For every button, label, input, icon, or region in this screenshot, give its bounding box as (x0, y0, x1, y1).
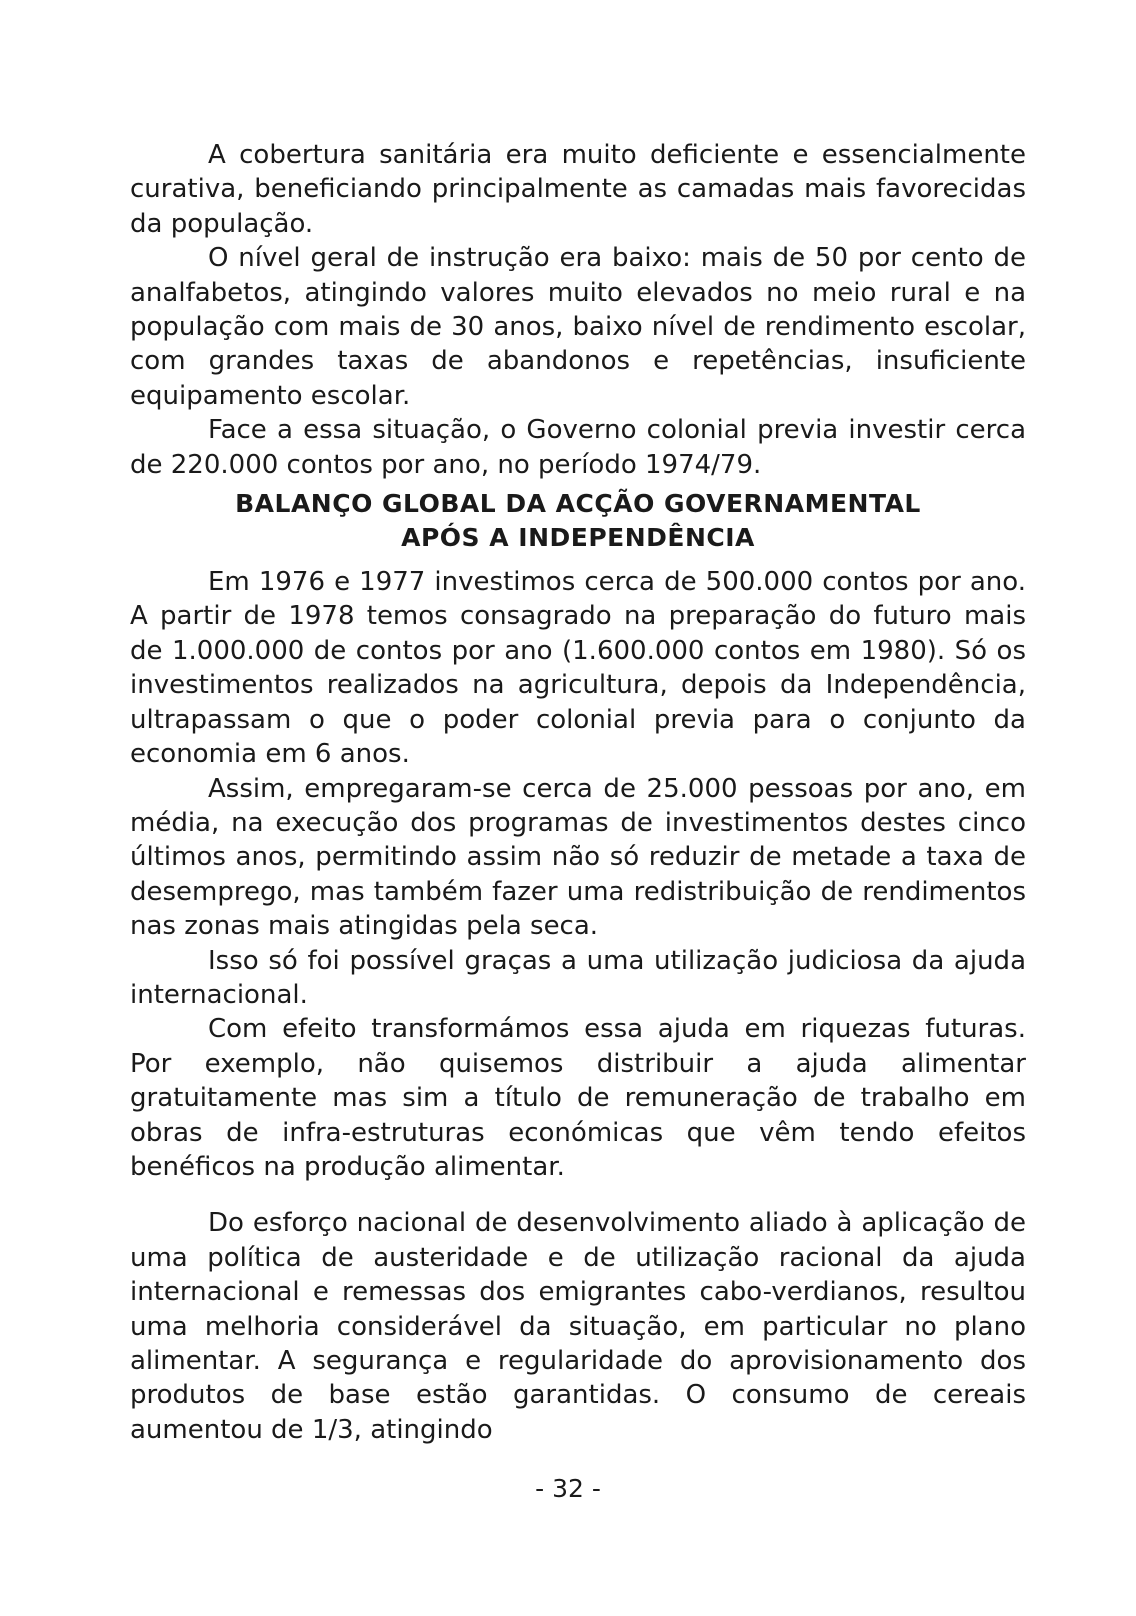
paragraph-national-effort: Do esforço nacional de desenvolvimento aliado à aplicação de uma política de austeridade e de utilização racional da ajuda internacional e remessas dos emigrantes cabo-verdianos, resultou uma melhoria considerável da situação, em particular no plano alimentar. A segurança e regularidade do aprovisionamento dos produtos de base estão garantidas. O consumo de cereais aumentou de 1/3, atingindo (130, 1208, 1026, 1445)
section-heading-line-1: BALANÇO GLOBAL DA ACÇÃO GOVERNAMENTAL (235, 489, 921, 519)
paragraph-gap (130, 1184, 1026, 1206)
paragraph-colonial-investment: Face a essa situação, o Governo colonial previa investir cerca de 220.000 contos por ano, no período 1974/79. (130, 415, 1026, 480)
paragraph-aid-transformation: Com efeito transformámos essa ajuda em riquezas futuras. Por exemplo, não quisemos distribuir a ajuda alimentar gratuitamente mas sim a título de remuneração de trabalho em obras de infra-estruturas económicas que vêm tendo efeitos benéficos na produção alimentar. (130, 1014, 1026, 1182)
page-number: - 32 - (535, 1474, 601, 1503)
section-heading (130, 487, 1026, 555)
paragraph-sanitary-coverage: A cobertura sanitária era muito deficiente e essencialmente curativa, beneficiando principalmente as camadas mais favorecidas da população. (130, 140, 1026, 239)
paragraph-education-level: O nível geral de instrução era baixo: mais de 50 por cento de analfabetos, atingindo valores muito elevados no meio rural e na população com mais de 30 anos, baixo nível de rendimento escolar, com grandes taxas de abandonos e repetências, insuficiente equipamento escolar. (130, 243, 1026, 411)
paragraph-investments-1976: Em 1976 e 1977 investimos cerca de 500.000 contos por ano. A partir de 1978 temos consagrado na preparação do futuro mais de 1.000.000 de contos por ano (1.600.000 contos em 1980). Só os investimentos realizados na agricultura, depois da Independência, ultrapassam o que o poder colonial previa para o conjunto da economia em 6 anos. (130, 567, 1026, 770)
paragraph-employment: Assim, empregaram-se cerca de 25.000 pessoas por ano, em média, na execução dos programas de investimentos destes cinco últimos anos, permitindo assim não só reduzir de metade a taxa de desemprego, mas também fazer uma redistribuição de rendimentos nas zonas mais atingidas pela seca. (130, 773, 1026, 942)
section-heading-line-2: APÓS A INDEPENDÊNCIA (401, 523, 755, 553)
paragraph-international-aid: Isso só foi possível graças a uma utilização judiciosa da ajuda internacional. (130, 945, 1026, 1010)
page-body (130, 138, 1026, 1447)
